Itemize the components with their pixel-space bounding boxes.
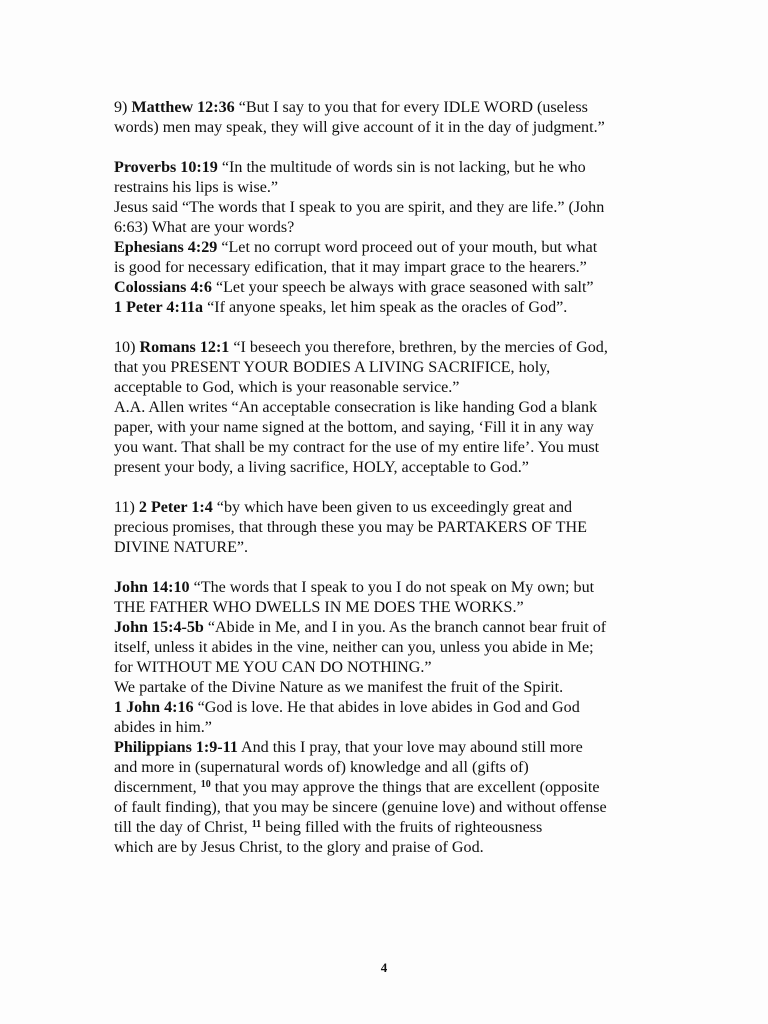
text-line <box>114 838 674 858</box>
text-segment: for WITHOUT ME YOU CAN DO NOTHING.” <box>114 659 432 676</box>
text-segment: 6:63) What are your words? <box>114 219 295 236</box>
text-segment: And this I pray, that your love may abound still more <box>237 739 583 756</box>
text-segment: which are by Jesus Christ, to the glory and praise of God. <box>114 839 484 856</box>
text-line <box>114 298 674 318</box>
text-segment: “In the multitude of words sin is not lacking, but he who <box>217 159 586 176</box>
text-segment: words) men may speak, they will give account of it in the day of judgment.” <box>114 119 605 136</box>
scripture-reference: 1 Peter 4:11a <box>114 299 204 316</box>
paragraph-block <box>114 338 674 478</box>
text-line <box>114 498 674 518</box>
text-line <box>114 518 674 538</box>
text-segment: of fault finding), that you may be sincere (genuine love) and without offense <box>114 799 607 816</box>
text-line <box>114 658 674 678</box>
text-segment: paper, with your name signed at the bottom, and saying, ‘Fill it in any way <box>114 419 594 436</box>
text-line <box>114 218 674 238</box>
text-segment: “by which have been given to us exceedingly great and <box>212 499 573 516</box>
text-segment: “I beseech you therefore, brethren, by the mercies of God, <box>229 339 608 356</box>
text-line <box>114 818 674 838</box>
text-segment: A.A. Allen writes “An acceptable consecration is like handing God a blank <box>114 399 598 416</box>
text-segment: discernment, <box>114 779 201 796</box>
page-body <box>114 98 674 878</box>
text-line <box>114 598 674 618</box>
text-line <box>114 458 674 478</box>
text-line <box>114 798 674 818</box>
text-segment: is good for necessary edification, that it may impart grace to the hearers.” <box>114 259 587 276</box>
text-line <box>114 738 674 758</box>
text-line <box>114 178 674 198</box>
text-segment: till the day of Christ, <box>114 819 252 836</box>
text-line <box>114 678 674 698</box>
text-line <box>114 698 674 718</box>
scripture-reference: Romans 12:1 <box>139 339 230 356</box>
text-segment: that you PRESENT YOUR BODIES A LIVING SACRIFICE, holy, <box>114 359 551 376</box>
page-number: 4 <box>380 960 388 975</box>
text-line <box>114 358 674 378</box>
paragraph-block <box>114 498 674 558</box>
text-segment: DIVINE NATURE”. <box>114 539 249 556</box>
text-segment: 9) <box>114 99 132 116</box>
text-segment: We partake of the Divine Nature as we manifest the fruit of the Spirit. <box>114 679 564 696</box>
text-line <box>114 238 674 258</box>
scripture-reference: Colossians 4:6 <box>114 279 212 296</box>
text-line <box>114 578 674 598</box>
text-segment: Jesus said “The words that I speak to you are spirit, and they are life.” (John <box>114 199 605 216</box>
text-segment: being filled with the fruits of righteousness <box>261 819 543 836</box>
text-line <box>114 198 674 218</box>
text-segment: “If anyone speaks, let him speak as the oracles of God”. <box>203 299 568 316</box>
text-line <box>114 438 674 458</box>
text-line <box>114 338 674 358</box>
scripture-reference: 2 Peter 1:4 <box>138 499 213 516</box>
text-line <box>114 538 674 558</box>
text-segment: “Let no corrupt word proceed out of your mouth, but what <box>217 239 598 256</box>
text-line <box>114 258 674 278</box>
text-line <box>114 398 674 418</box>
text-line <box>114 278 674 298</box>
text-line <box>114 718 674 738</box>
text-line <box>114 98 674 118</box>
text-segment: restrains his lips is wise.” <box>114 179 279 196</box>
text-segment: itself, unless it abides in the vine, neither can you, unless you abide in Me; <box>114 639 594 656</box>
text-line <box>114 618 674 638</box>
text-line <box>114 758 674 778</box>
text-segment: acceptable to God, which is your reasonable service.” <box>114 379 460 396</box>
text-segment: you want. That shall be my contract for the use of my entire life’. You must <box>114 439 600 456</box>
paragraph-block <box>114 578 674 858</box>
text-line <box>114 158 674 178</box>
scripture-reference: Proverbs 10:19 <box>114 159 218 176</box>
text-line <box>114 418 674 438</box>
scripture-reference: 1 John 4:16 <box>114 699 194 716</box>
text-line <box>114 378 674 398</box>
scripture-reference: John 14:10 <box>114 579 190 596</box>
text-line <box>114 118 674 138</box>
text-segment: “God is love. He that abides in love abides in God and God <box>193 699 580 716</box>
text-line <box>114 638 674 658</box>
text-segment: “Abide in Me, and I in you. As the branch cannot bear fruit of <box>203 619 607 636</box>
text-segment: precious promises, that through these you may be PARTAKERS OF THE <box>114 519 587 536</box>
text-segment: “But I say to you that for every IDLE WORD (useless <box>234 99 588 116</box>
verse-number: 10 <box>200 779 211 790</box>
verse-number: 11 <box>251 819 262 830</box>
text-segment: THE FATHER WHO DWELLS IN ME DOES THE WORKS.” <box>114 599 524 616</box>
scripture-reference: John 15:4-5b <box>114 619 204 636</box>
paragraph-block <box>114 98 674 138</box>
text-segment: “Let your speech be always with grace seasoned with salt” <box>211 279 594 296</box>
text-segment: present your body, a living sacrifice, HOLY, acceptable to God.” <box>114 459 529 476</box>
scripture-reference: Ephesians 4:29 <box>114 239 218 256</box>
scripture-reference: Matthew 12:36 <box>131 99 235 116</box>
text-line <box>114 778 674 798</box>
text-segment: and more in (supernatural words of) knowledge and all (gifts of) <box>114 759 529 776</box>
scripture-reference: Philippians 1:9-11 <box>114 739 238 756</box>
text-segment: that you may approve the things that are excellent (opposite <box>210 779 600 796</box>
text-segment: abides in him.” <box>114 719 212 736</box>
text-segment: “The words that I speak to you I do not speak on My own; but <box>189 579 595 596</box>
text-segment: 10) <box>114 339 140 356</box>
paragraph-block <box>114 158 674 318</box>
text-segment: 11) <box>114 499 139 516</box>
